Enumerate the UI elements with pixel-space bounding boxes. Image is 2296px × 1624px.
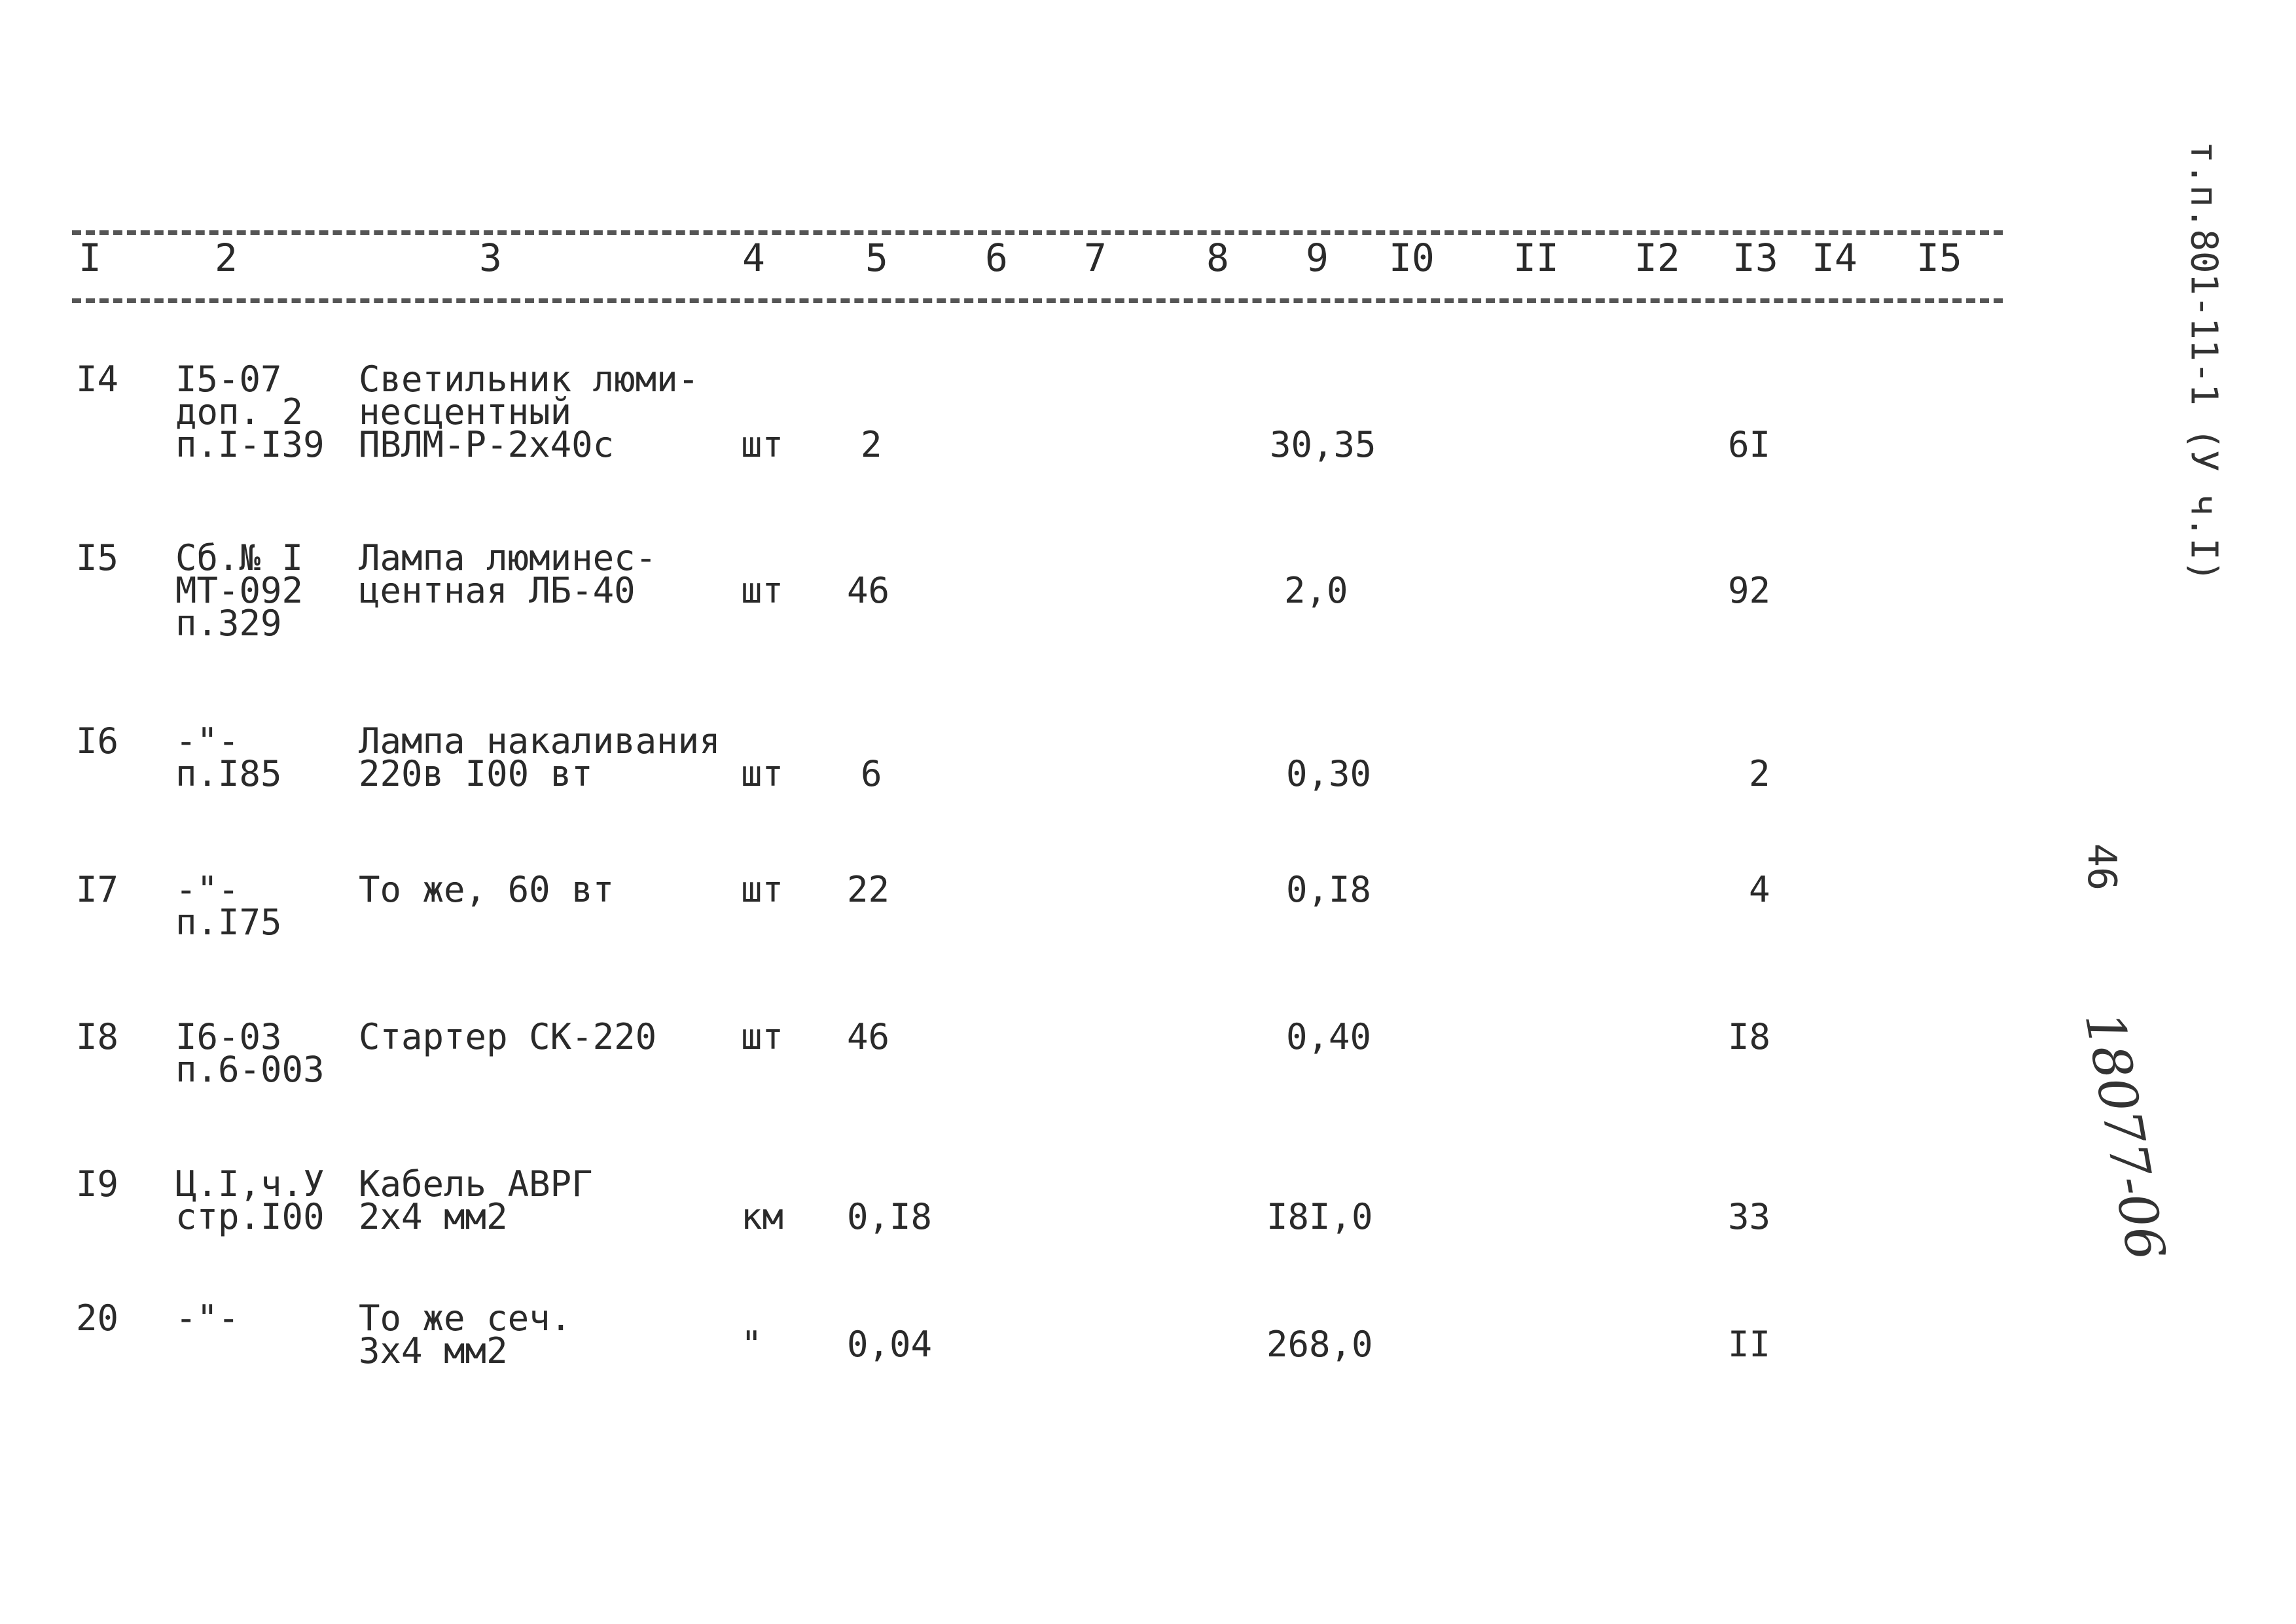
- row-reference: -"-: [175, 1297, 240, 1339]
- row-description: Светильник люми- несцентный ПВЛМ-Р-2х40с: [359, 359, 700, 465]
- row-description: То же, 60 вт: [359, 869, 615, 910]
- header-rule-bottom: [72, 298, 2003, 303]
- column-header-12: I2: [1634, 236, 1680, 280]
- column-header-13: I3: [1732, 236, 1778, 280]
- row-number: 20: [76, 1297, 119, 1339]
- column-header-8: 8: [1206, 236, 1229, 280]
- table-row: [0, 869, 2029, 1004]
- row-total: 4: [1749, 869, 1770, 910]
- row-total: 33: [1728, 1196, 1771, 1237]
- table-row: [0, 1016, 2029, 1152]
- row-unit-price: 268,0: [1266, 1324, 1373, 1365]
- document-code-label: т.п.801-11-1 (У ч.I): [2182, 141, 2225, 582]
- row-reference: I5-07 доп. 2 п.I-I39: [175, 359, 325, 465]
- row-description: Стартер СК-220: [359, 1016, 657, 1057]
- row-reference: Сб.№ I МТ-092 п.329: [175, 537, 304, 644]
- row-quantity: 6: [861, 753, 882, 794]
- table-row: [0, 1297, 2029, 1433]
- row-unit-price: 30,35: [1270, 424, 1376, 465]
- row-reference: I6-03 п.6-003: [175, 1016, 325, 1090]
- row-number: I9: [76, 1163, 119, 1205]
- row-number: I5: [76, 537, 119, 578]
- row-reference: Ц.I,ч.У стр.I00: [175, 1163, 325, 1237]
- row-number: I6: [76, 720, 119, 762]
- column-header-11: II: [1513, 236, 1559, 280]
- row-unit: шт: [741, 753, 784, 794]
- column-header-1: I: [79, 236, 101, 280]
- row-unit-price: 2,0: [1284, 570, 1348, 611]
- row-unit: шт: [741, 570, 784, 611]
- row-description: Кабель АВРГ 2х4 мм2: [359, 1163, 593, 1237]
- row-unit: ": [741, 1324, 762, 1365]
- row-unit: км: [741, 1196, 784, 1237]
- row-number: I7: [76, 869, 119, 910]
- row-total: II: [1728, 1324, 1771, 1365]
- row-reference: -"- п.I75: [175, 869, 282, 943]
- row-quantity: 0,I8: [847, 1196, 933, 1237]
- table-row: [0, 537, 2029, 673]
- row-quantity: 2: [861, 424, 882, 465]
- row-description: Лампа накаливания 220в I00 вт: [359, 720, 721, 794]
- table-row: [0, 1163, 2029, 1299]
- row-description: Лампа люминес- центная ЛБ-40: [359, 537, 657, 611]
- row-unit-price: 0,30: [1286, 753, 1372, 794]
- table-row: [0, 359, 2029, 494]
- column-header-9: 9: [1306, 236, 1329, 280]
- table-row: [0, 720, 2029, 856]
- row-unit: шт: [741, 424, 784, 465]
- row-total: 92: [1728, 570, 1771, 611]
- header-rule-top: [72, 230, 2003, 235]
- row-unit-price: 0,I8: [1286, 869, 1372, 910]
- column-header-7: 7: [1084, 236, 1107, 280]
- row-unit: шт: [741, 869, 784, 910]
- column-header-6: 6: [985, 236, 1008, 280]
- row-quantity: 46: [847, 570, 890, 611]
- row-number: I8: [76, 1016, 119, 1057]
- row-total: 6I: [1728, 424, 1771, 465]
- column-header-5: 5: [865, 236, 888, 280]
- row-total: I8: [1728, 1016, 1771, 1057]
- column-header-3: 3: [479, 236, 502, 280]
- row-quantity: 22: [847, 869, 890, 910]
- column-header-15: I5: [1916, 236, 1962, 280]
- row-unit-price: 0,40: [1286, 1016, 1372, 1057]
- row-number: I4: [76, 359, 119, 400]
- row-description: То же сеч. 3х4 мм2: [359, 1297, 572, 1371]
- row-quantity: 0,04: [847, 1324, 933, 1365]
- row-unit: шт: [741, 1016, 784, 1057]
- column-header-4: 4: [742, 236, 765, 280]
- column-header-2: 2: [215, 236, 238, 280]
- inventory-number-handwritten: 18077-06: [2073, 1007, 2177, 1265]
- page-number: 46: [2079, 843, 2125, 891]
- column-header-14: I4: [1812, 236, 1857, 280]
- row-total: 2: [1749, 753, 1770, 794]
- row-quantity: 46: [847, 1016, 890, 1057]
- row-reference: -"- п.I85: [175, 720, 282, 794]
- row-unit-price: I8I,0: [1266, 1196, 1373, 1237]
- column-header-10: I0: [1389, 236, 1435, 280]
